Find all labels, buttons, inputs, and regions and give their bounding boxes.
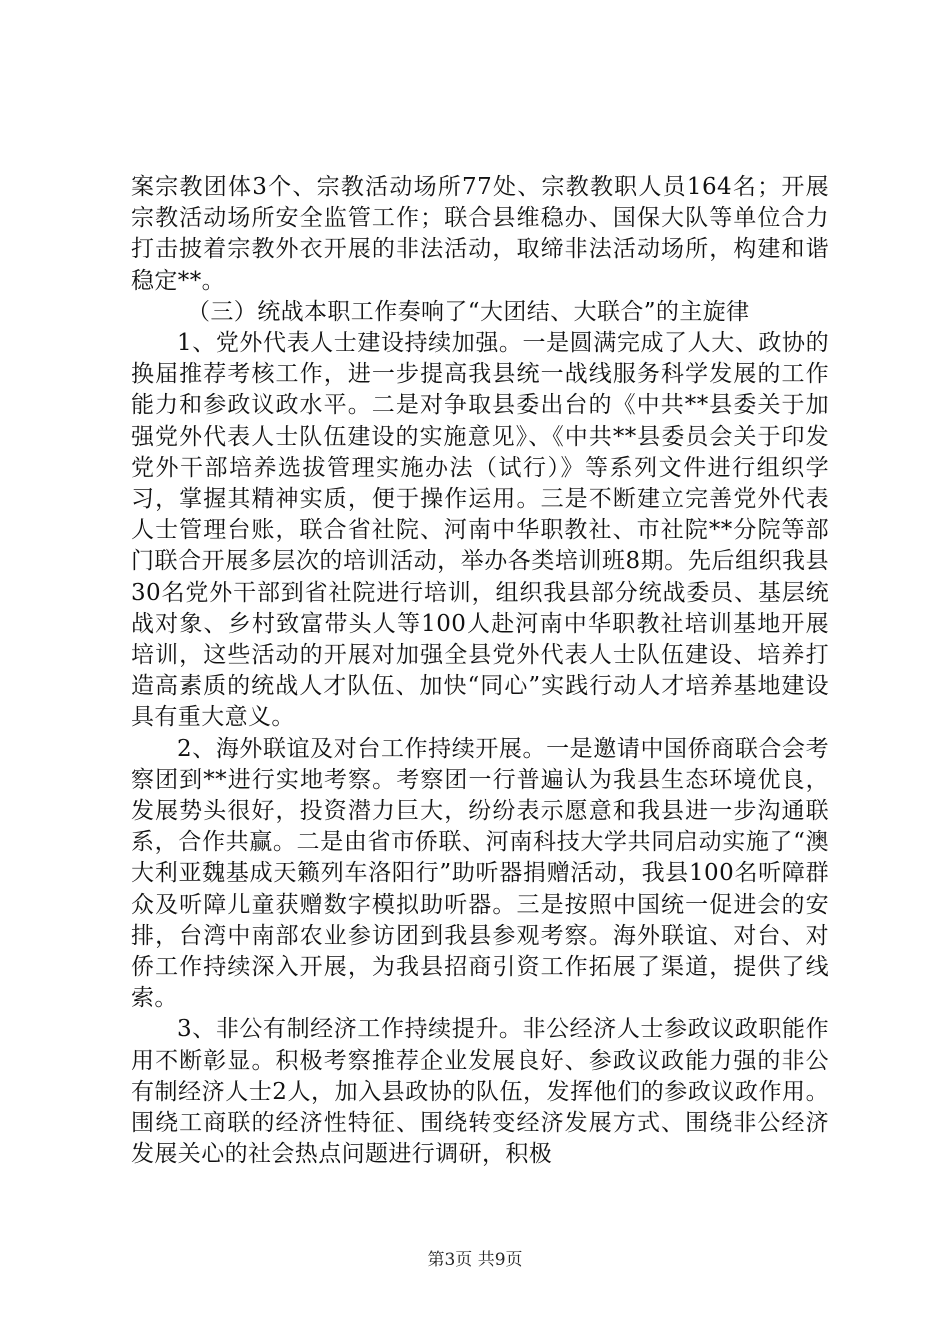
paragraph-overseas-liaison: 2、海外联谊及对台工作持续开展。一是邀请中国侨商联合会考察团到**进行实地考察。考察团一行普遍认为我县生态环境优良，发展势头很好，投资潜力巨大，纷纷表示愿意和我县进一步沟通联系，合作共赢。二是由省市侨联、河南科技大学共同启动实施了“澳大利亚魏基成天籁列车洛阳行”助听器捐赠活动，我县100名听障群众及听障儿童获赠数字模拟助听器。三是按照中国统一促进会的安排，台湾中南部农业参访团到我县参观考察。海外联谊、对台、对侨工作持续深入开展，为我县招商引资工作拓展了渠道，提供了线索。 — [131, 735, 829, 1012]
paragraph-non-party-representatives: 1、党外代表人士建设持续加强。一是圆满完成了人大、政协的换届推荐考核工作，进一步提高我县统一战线服务科学发展的工作能力和参政议政水平。二是对争取县委出台的《中共**县委关于加强党外代表人士队伍建设的实施意见》、《中共**县委员会关于印发党外干部培养选拔管理实施办法（试行）》等系列文件进行组织学习，掌握其精神实质，便于操作运用。三是不断建立完善党外代表人士管理台账，联合省社院、河南中华职教社、市社院**分院等部门联合开展多层次的培训活动，举办各类培训班8期。先后组织我县30名党外干部到省社院进行培训，组织我县部分统战委员、基层统战对象、乡村致富带头人等100人赴河南中华职教社培训基地开展培训，这些活动的开展对加强全县党外代表人士队伍建设、培养打造高素质的统战人才队伍、加快“同心”实践行动人才培养基地建设具有重大意义。 — [131, 330, 829, 731]
section-heading-united-front: （三）统战本职工作奏响了“大团结、大联合”的主旋律 — [187, 298, 750, 325]
page-footer: 第3页 共9页 — [427, 1250, 523, 1270]
document-body — [131, 172, 829, 1171]
paragraph-non-public-economy: 3、非公有制经济工作持续提升。非公经济人士参政议政职能作用不断彰显。积极考察推荐企业发展良好、参政议政能力强的非公有制经济人士2人，加入县政协的队伍，发挥他们的参政议政作用。围绕工商联的经济性特征、围绕转变经济发展方式、围绕非公经济发展关心的社会热点问题进行调研，积极 — [131, 1016, 829, 1168]
paragraph-religious-affairs-continuation: 案宗教团体3个、宗教活动场所77处、宗教教职人员164名；开展宗教活动场所安全监管工作；联合县维稳办、国保大队等单位合力打击披着宗教外衣开展的非法活动，取缔非法活动场所，构建和谐稳定**。 — [131, 174, 829, 294]
